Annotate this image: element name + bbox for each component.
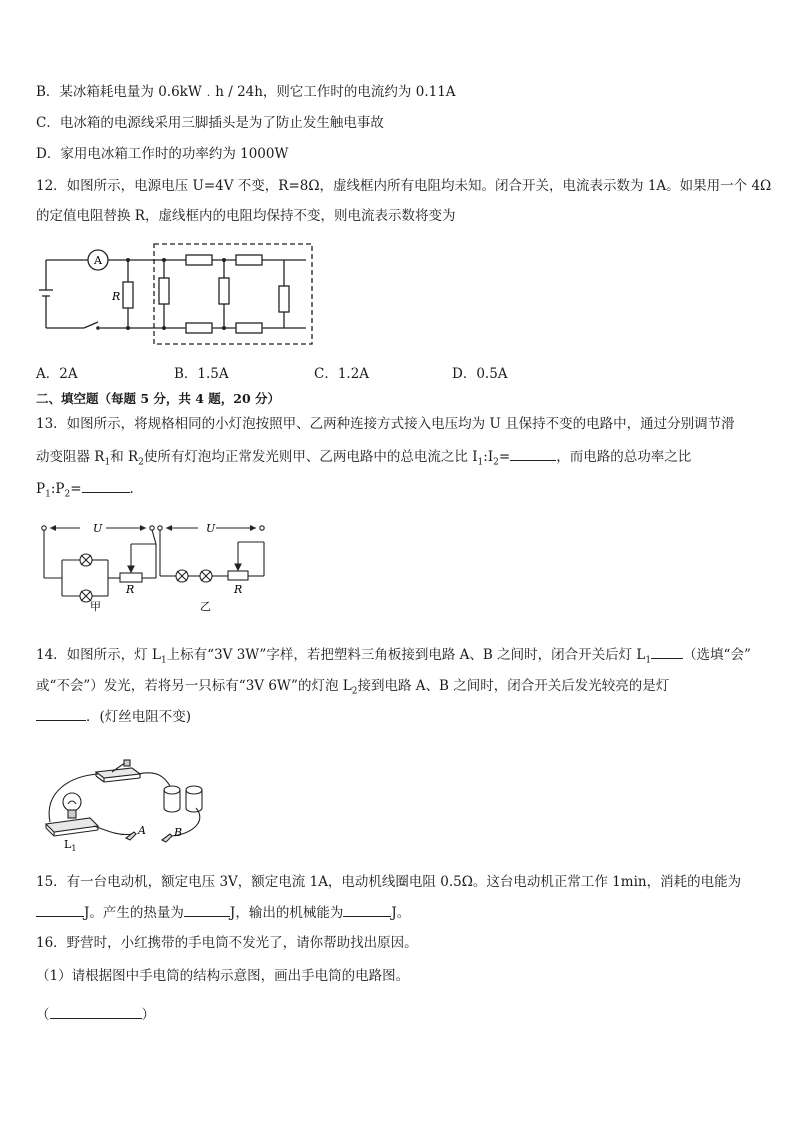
q14-stem-line3: ．(灯丝电阻不变) [36, 706, 191, 727]
q13-circuit-figure [36, 520, 276, 612]
q12-option-d: D．0.5A [452, 366, 508, 382]
q14-circuit-figure [40, 752, 220, 852]
q14-point-b-label: B [174, 826, 183, 839]
q13-label-jia: 甲 [90, 600, 101, 613]
q11-option-c: C．电冰箱的电源线采用三脚插头是为了防止发生触电事故 [36, 115, 384, 131]
q13-stem-line2: 动变阻器 $R_1$和 $R_2$使所有灯泡均正常发光则甲、乙两电路中的总电流之比 $I_1:I_2=$ ，而电路的总功率之比 [36, 446, 691, 473]
q13-r2-label: R [234, 583, 243, 596]
q15-blank-energy[interactable] [36, 902, 84, 917]
q16-stem-line1: 16．野营时，小红携带的手电筒不发光了，请你帮助找出原因。 [36, 935, 418, 951]
q15-blank-mechanical[interactable] [343, 902, 391, 917]
q12-stem-line1: 12．如图所示，电源电压 U=4V 不变，R=8Ω，虚线框内所有电阻均未知。闭合开关，电流表示数为 1A。如果用一个 4Ω [36, 178, 772, 194]
q12-option-b: B．1.5A [174, 366, 229, 382]
q13-stem-line3: $P_1:P_2=$ . [36, 478, 134, 505]
q14-l1-label: $L_1$ [64, 838, 77, 853]
q15-stem-line1: 15．有一台电动机，额定电压 3V，额定电流 1A，电动机线圈电阻 0.5Ω。这台电动机正常工作 1min，消耗的电能为 [36, 874, 742, 890]
ammeter-label: A [94, 254, 102, 267]
q12-option-a: A．2A [36, 366, 78, 382]
section-heading: 二、填空题（每题 5 分，共 4 题，20 分） [36, 391, 281, 406]
q14-stem-line1: 14．如图所示，灯 $L_1$上标有“3V 3W”字样，若把塑料三角板接到电路 A、B 之间时，闭合开关后灯 $L_1$ （选填“会” [36, 644, 751, 671]
q14-blank-glow[interactable] [651, 644, 683, 659]
q13-u-label-jia: U [93, 522, 103, 535]
q11-option-d: D．家用电冰箱工作时的功率约为 1000W [36, 146, 289, 162]
q13-u-label-yi: U [206, 522, 216, 535]
q14-blank-brighter[interactable] [36, 706, 86, 721]
q12-option-c: C．1.2A [314, 366, 370, 382]
q16-blank-circuit[interactable] [50, 1004, 142, 1019]
q14-stem-line2: 或“不会”）发光，若将另一只标有“3V 6W”的灯泡 $L_2$接到电路 A、B 之间时，闭合开关后发光较亮的是灯 [36, 678, 670, 697]
q13-label-yi: 乙 [200, 600, 211, 613]
resistor-r-label: R [112, 290, 121, 303]
q13-stem-line1: 13．如图所示，将规格相同的小灯泡按照甲、乙两种连接方式接入电压均为 U 且保持不变的电路中，通过分别调节滑 [36, 416, 735, 432]
q12-stem-line2: 的定值电阻替换 R，虚线框内的电阻均保持不变，则电流表示数将变为 [36, 208, 456, 224]
q12-circuit-figure [36, 238, 326, 350]
q13-r1-label: R [126, 583, 135, 596]
q13-blank-current-ratio[interactable] [510, 446, 556, 461]
q16-answer-blank: （ ） [36, 1004, 155, 1025]
q16-stem-line2: （1）请根据图中手电筒的结构示意图，画出手电筒的电路图。 [36, 968, 410, 984]
q13-blank-power-ratio[interactable] [82, 478, 130, 493]
q14-point-a-label: A [138, 824, 146, 837]
q15-stem-line2: J。产生的热量为 J，输出的机械能为 J。 [36, 902, 410, 923]
q15-blank-heat[interactable] [184, 902, 230, 917]
q11-option-b: B．某冰箱耗电量为 0.6kW﹒h / 24h，则它工作时的电流约为 0.11A [36, 84, 456, 100]
